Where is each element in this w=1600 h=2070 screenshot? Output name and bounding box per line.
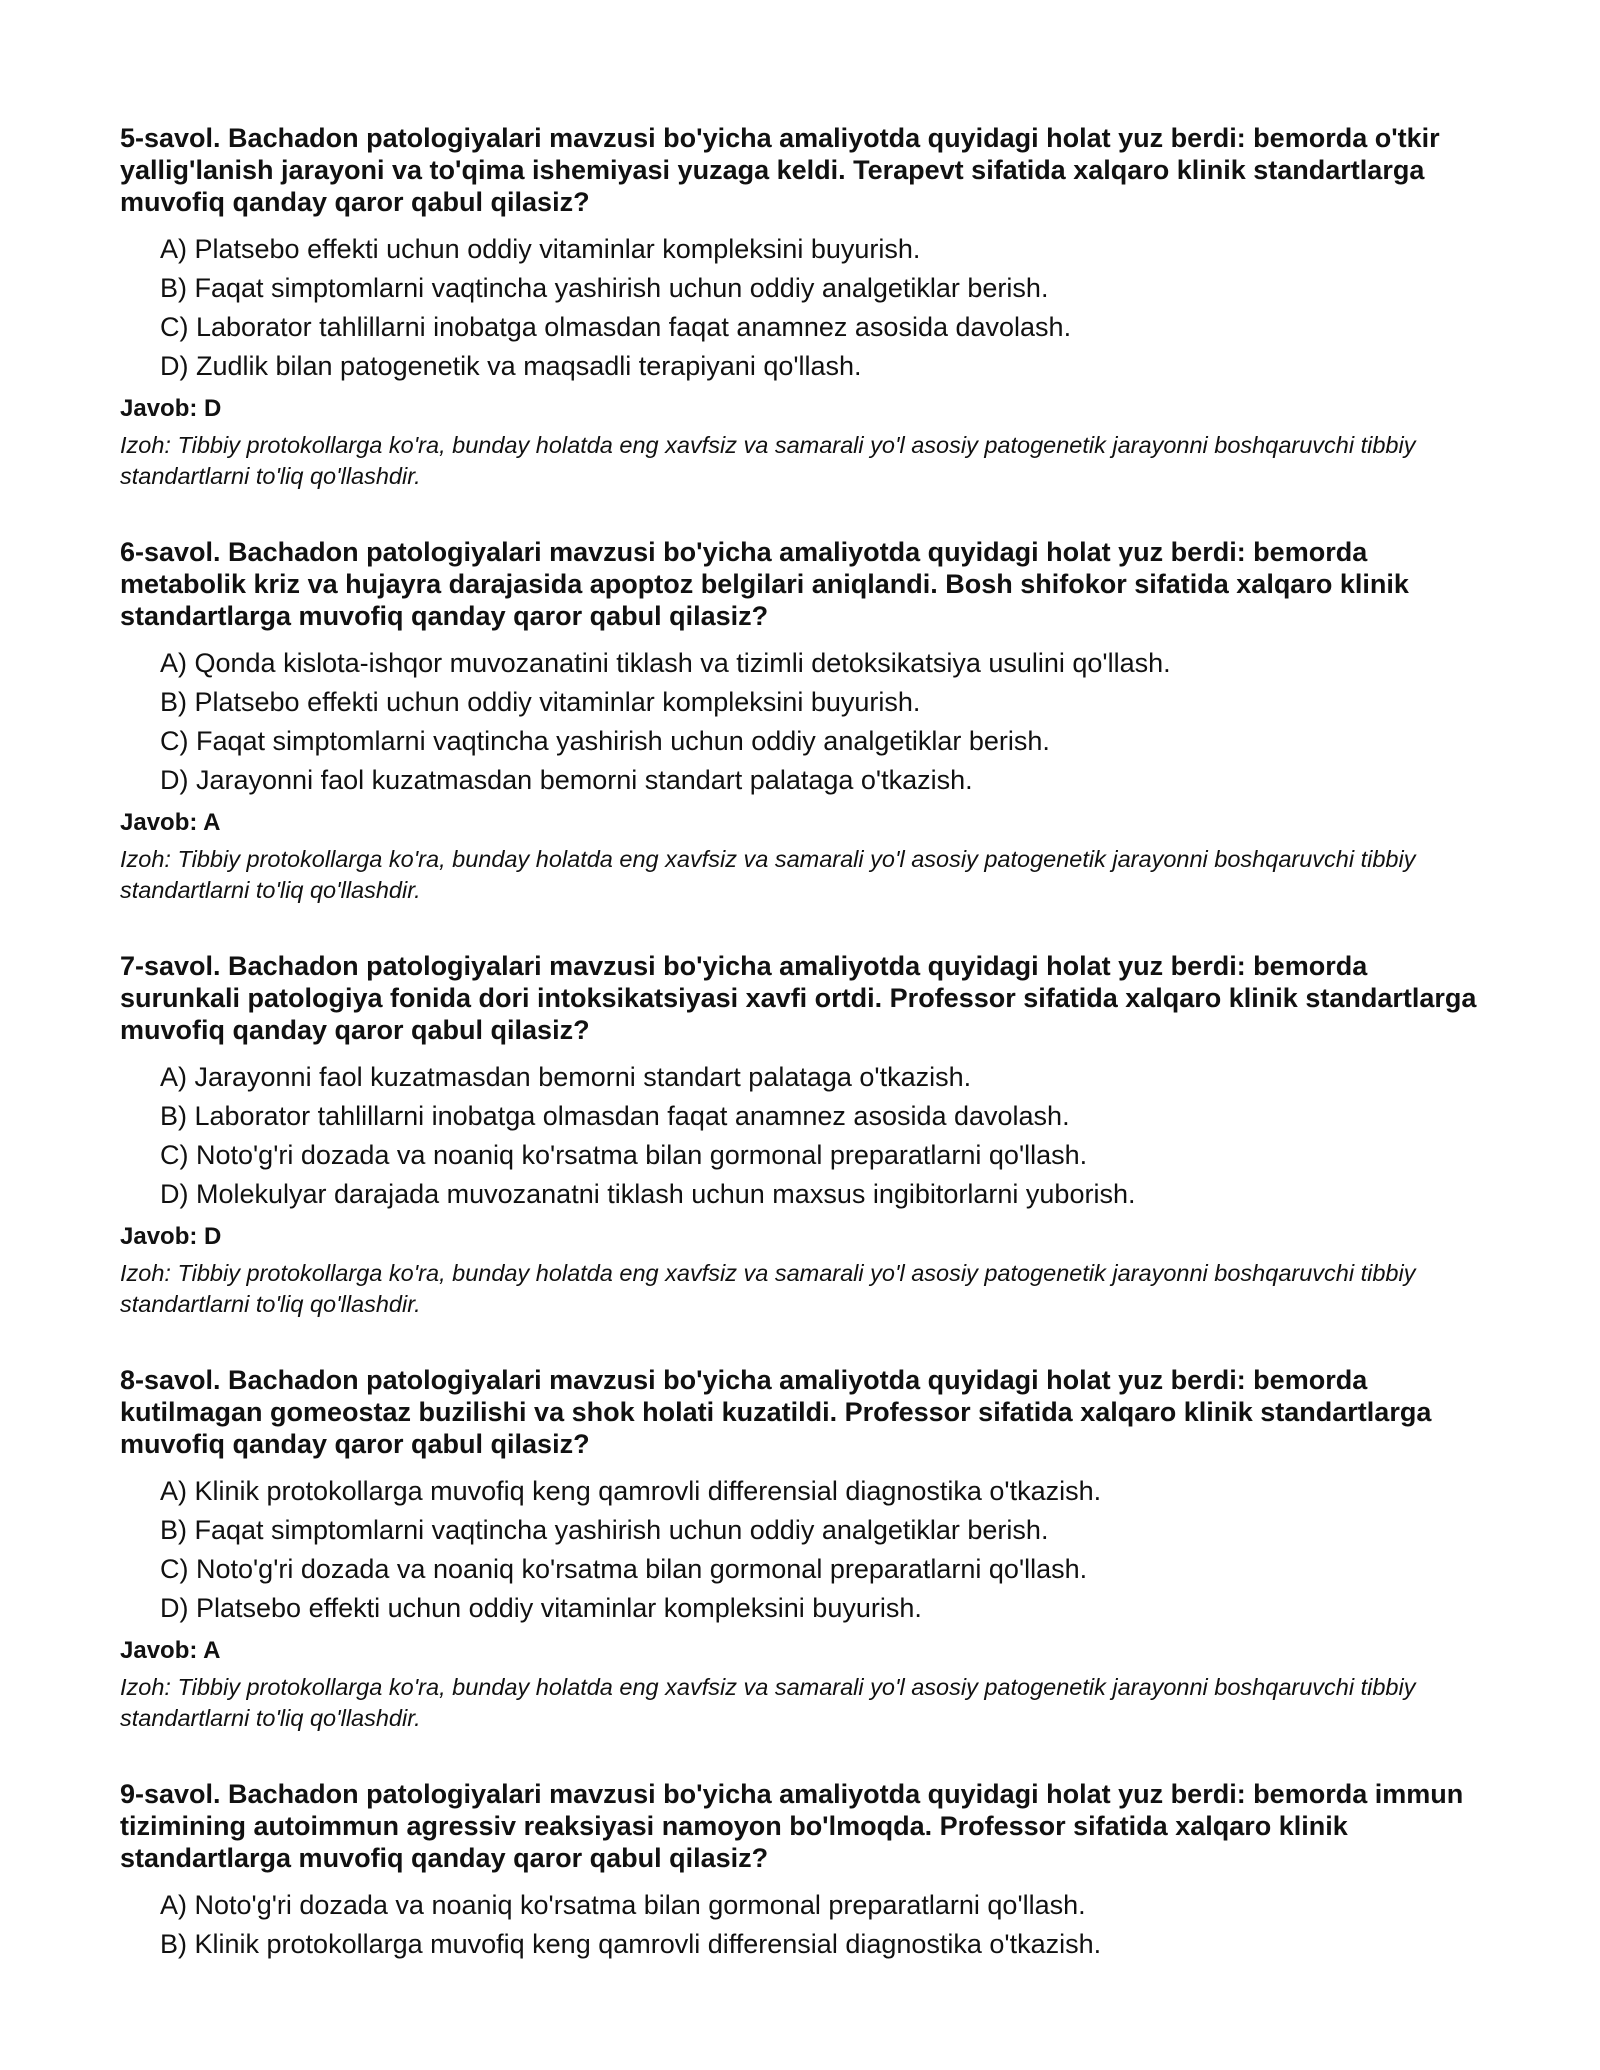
option-b: B) Laborator tahlillarni inobatga olmasdan faqat anamnez asosida davolash. bbox=[160, 1101, 1070, 1131]
option-d: D) Jarayonni faol kuzatmasdan bemorni standart palataga o'tkazish. bbox=[160, 765, 973, 795]
option-c: C) Faqat simptomlarni vaqtincha yashirish uchun oddiy analgetiklar berish. bbox=[160, 726, 1050, 756]
explanation-note: Izoh: Tibbiy protokollarga ko'ra, bunday holatda eng xavfsiz va samarali yo'l asosiy patogenetik jarayonni boshqaruvchi tibbiy standartlarni to'liq qo'llashdir. bbox=[120, 846, 1416, 903]
question-block bbox=[120, 1778, 1480, 1964]
options-list bbox=[120, 230, 1480, 386]
answer-label: Javob: A bbox=[120, 1637, 221, 1664]
option-b: B) Faqat simptomlarni vaqtincha yashirish uchun oddiy analgetiklar berish. bbox=[160, 1515, 1049, 1545]
option-a: A) Qonda kislota-ishqor muvozanatini tiklash va tizimli detoksikatsiya usulini qo'llash. bbox=[160, 648, 1171, 678]
document-page bbox=[120, 122, 1480, 2008]
answer-label: Javob: D bbox=[120, 1223, 222, 1250]
option-a: A) Platsebo effekti uchun oddiy vitaminlar kompleksini buyurish. bbox=[160, 234, 921, 264]
question-text: 9-savol. Bachadon patologiyalari mavzusi bo'yicha amaliyotda quyidagi holat yuz berdi: bemorda immun tizimining autoimmun agressiv reaksiyasi namoyon bo'lmoqda. Professor sifatida xalqaro klinik standartlarga muvofiq qanday qaror qabul qilasiz? bbox=[120, 1779, 1464, 1873]
option-d: D) Platsebo effekti uchun oddiy vitaminlar kompleksini buyurish. bbox=[160, 1593, 922, 1623]
option-c: C) Laborator tahlillarni inobatga olmasdan faqat anamnez asosida davolash. bbox=[160, 312, 1072, 342]
option-d: D) Zudlik bilan patogenetik va maqsadli terapiyani qo'llash. bbox=[160, 351, 862, 381]
options-list bbox=[120, 1472, 1480, 1628]
question-text: 8-savol. Bachadon patologiyalari mavzusi bo'yicha amaliyotda quyidagi holat yuz berdi: bemorda kutilmagan gomeostaz buzilishi va shok holati kuzatildi. Professor sifatida xalqaro klinik standartlarga muvofiq qanday qaror qabul qilasiz? bbox=[120, 1365, 1432, 1459]
question-block bbox=[120, 122, 1480, 492]
option-b: B) Platsebo effekti uchun oddiy vitaminlar kompleksini buyurish. bbox=[160, 687, 921, 717]
answer-label: Javob: A bbox=[120, 809, 221, 836]
question-text: 7-savol. Bachadon patologiyalari mavzusi bo'yicha amaliyotda quyidagi holat yuz berdi: bemorda surunkali patologiya fonida dori intoksikatsiyasi xavfi ortdi. Professor sifatida xalqaro klinik standartlarga muvofiq qanday qaror qabul qilasiz? bbox=[120, 951, 1477, 1045]
options-list bbox=[120, 1058, 1480, 1214]
options-list bbox=[120, 1886, 1480, 1964]
explanation-note: Izoh: Tibbiy protokollarga ko'ra, bunday holatda eng xavfsiz va samarali yo'l asosiy patogenetik jarayonni boshqaruvchi tibbiy standartlarni to'liq qo'llashdir. bbox=[120, 1260, 1416, 1317]
question-block bbox=[120, 950, 1480, 1320]
question-block bbox=[120, 536, 1480, 906]
question-block bbox=[120, 1364, 1480, 1734]
option-c: C) Noto'g'ri dozada va noaniq ko'rsatma bilan gormonal preparatlarni qo'llash. bbox=[160, 1554, 1088, 1584]
option-b: B) Klinik protokollarga muvofiq keng qamrovli differensial diagnostika o'tkazish. bbox=[160, 1929, 1102, 1959]
option-b: B) Faqat simptomlarni vaqtincha yashirish uchun oddiy analgetiklar berish. bbox=[160, 273, 1049, 303]
explanation-note: Izoh: Tibbiy protokollarga ko'ra, bunday holatda eng xavfsiz va samarali yo'l asosiy patogenetik jarayonni boshqaruvchi tibbiy standartlarni to'liq qo'llashdir. bbox=[120, 1674, 1416, 1731]
question-text: 6-savol. Bachadon patologiyalari mavzusi bo'yicha amaliyotda quyidagi holat yuz berdi: bemorda metabolik kriz va hujayra darajasida apoptoz belgilari aniqlandi. Bosh shifokor sifatida xalqaro klinik standartlarga muvofiq qanday qaror qabul qilasiz? bbox=[120, 537, 1409, 631]
option-a: A) Klinik protokollarga muvofiq keng qamrovli differensial diagnostika o'tkazish. bbox=[160, 1476, 1102, 1506]
option-a: A) Noto'g'ri dozada va noaniq ko'rsatma bilan gormonal preparatlarni qo'llash. bbox=[160, 1890, 1086, 1920]
answer-label: Javob: D bbox=[120, 395, 222, 422]
options-list bbox=[120, 644, 1480, 800]
question-text: 5-savol. Bachadon patologiyalari mavzusi bo'yicha amaliyotda quyidagi holat yuz berdi: bemorda o'tkir yallig'lanish jarayoni va to'qima ishemiyasi yuzaga keldi. Terapevt sifatida xalqaro klinik standartlarga muvofiq qanday qaror qabul qilasiz? bbox=[120, 123, 1440, 217]
option-a: A) Jarayonni faol kuzatmasdan bemorni standart palataga o'tkazish. bbox=[160, 1062, 972, 1092]
explanation-note: Izoh: Tibbiy protokollarga ko'ra, bunday holatda eng xavfsiz va samarali yo'l asosiy patogenetik jarayonni boshqaruvchi tibbiy standartlarni to'liq qo'llashdir. bbox=[120, 432, 1416, 489]
option-c: C) Noto'g'ri dozada va noaniq ko'rsatma bilan gormonal preparatlarni qo'llash. bbox=[160, 1140, 1088, 1170]
option-d: D) Molekulyar darajada muvozanatni tiklash uchun maxsus ingibitorlarni yuborish. bbox=[160, 1179, 1136, 1209]
